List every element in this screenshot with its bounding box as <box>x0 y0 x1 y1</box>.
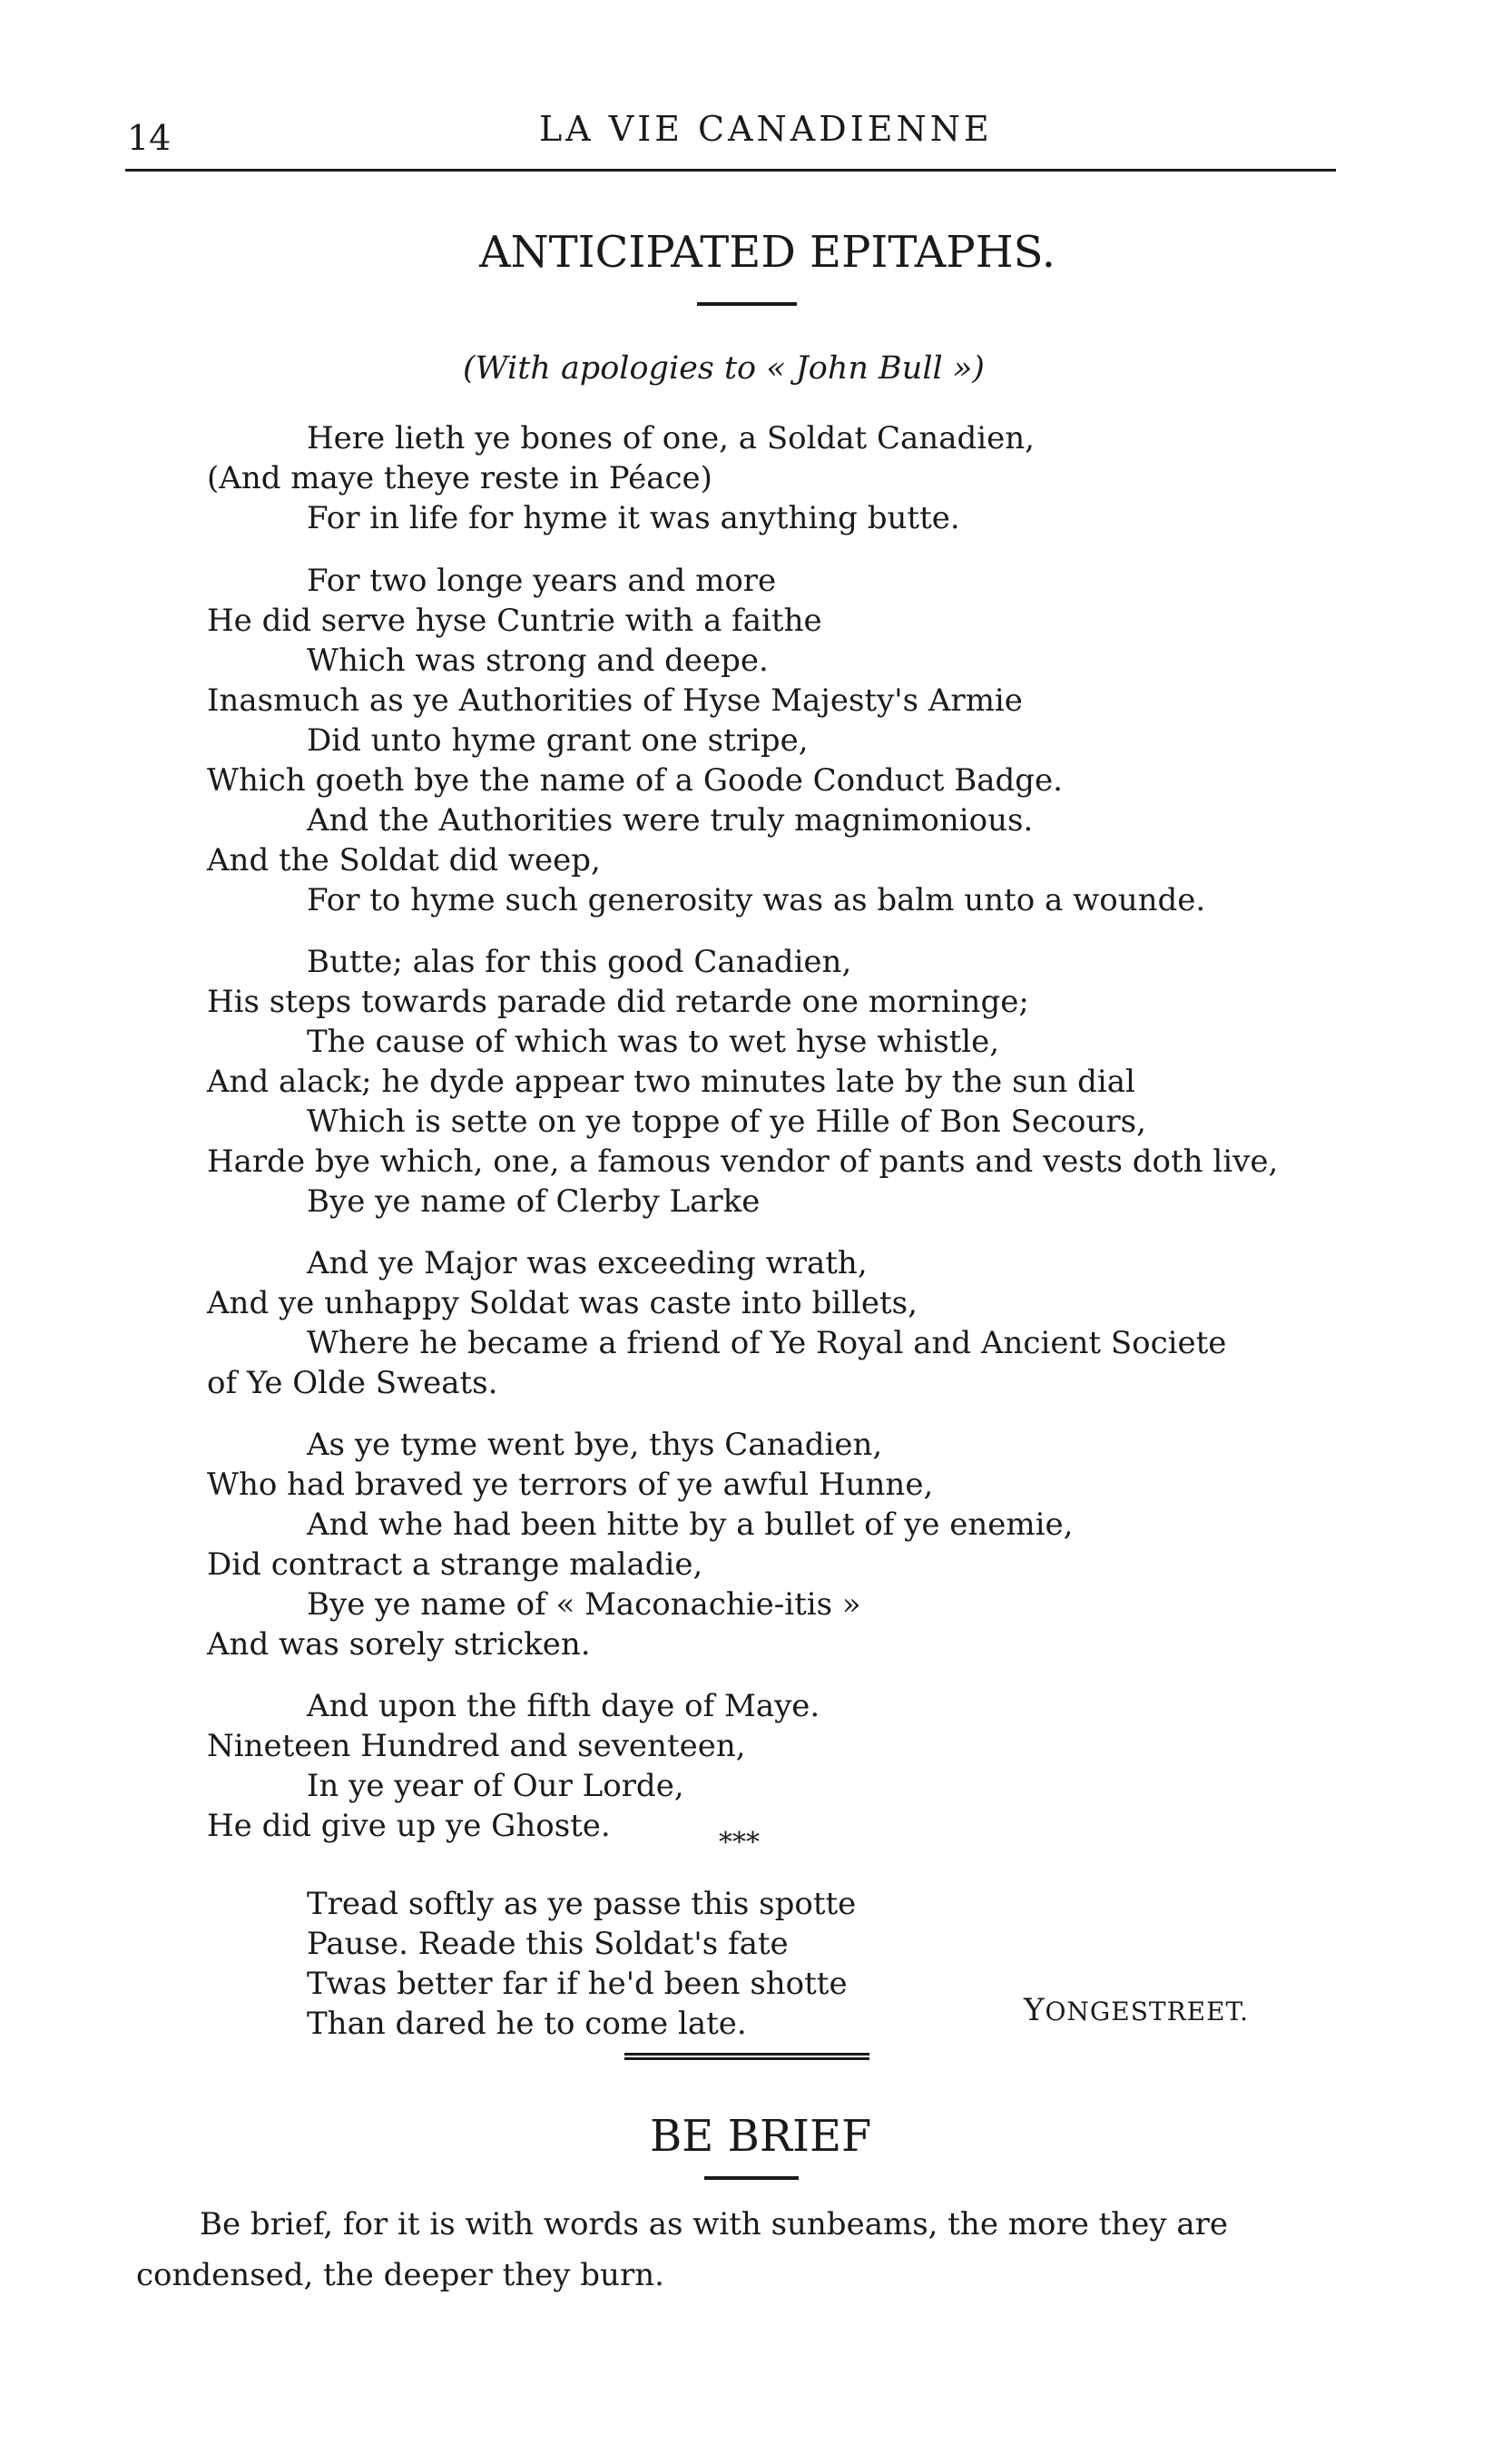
poem-line: Nineteen Hundred and seventeen, <box>207 1728 746 1764</box>
article-title: ANTICIPATED EPITAPHS. <box>479 227 1055 278</box>
article-title: BE BRIEF <box>650 2111 872 2162</box>
poem-line: (And maye theye reste in Péace) <box>207 460 712 496</box>
header-rule <box>125 169 1336 172</box>
poem-line: And the Authorities were truly magnimonious. <box>307 802 1034 839</box>
title-rule <box>697 302 797 306</box>
poem-line: As ye tyme went bye, thys Canadien, <box>307 1427 883 1463</box>
poem-line: Did contract a strange maladie, <box>207 1546 703 1583</box>
signature-rest: ONGESTREET. <box>1045 1997 1249 2026</box>
poem-line: He did serve hyse Cuntrie with a faithe <box>207 603 822 639</box>
article-subtitle: (With apologies to « John Bull ») <box>463 350 985 387</box>
poem-line: Which was strong and deepe. <box>307 643 769 679</box>
poem-line: For two longe years and more <box>307 563 777 599</box>
poem-line: of Ye Olde Sweats. <box>207 1365 498 1401</box>
poem-line: And upon the fifth daye of Maye. <box>307 1688 820 1724</box>
poem-line: Butte; alas for this good Canadien, <box>307 944 852 980</box>
poem-line: Where he became a friend of Ye Royal and Ancient Societe <box>307 1325 1227 1361</box>
poem-line: He did give up ye Ghoste. <box>207 1808 611 1844</box>
poem-line: Bye ye name of « Maconachie-itis » <box>307 1586 861 1623</box>
poem-line: Who had braved ye terrors of ye awful Hunne, <box>207 1467 934 1503</box>
asterism: *** <box>719 1827 760 1859</box>
article-body: Be brief, for it is with words as with sunbeams, the more they are condensed, the deeper they burn. <box>136 2206 1228 2293</box>
page-number: 14 <box>127 118 172 158</box>
section-divider <box>624 2053 869 2060</box>
poem-line: Inasmuch as ye Authorities of Hyse Majesty's Armie <box>207 682 1023 719</box>
poem-line: Which is sette on ye toppe of ye Hille of Bon Secours, <box>307 1104 1146 1140</box>
poem-line: And alack; he dyde appear two minutes late by the sun dial <box>207 1064 1135 1100</box>
poem-line: For in life for hyme it was anything butte. <box>307 500 960 536</box>
title-rule <box>704 2176 799 2180</box>
poem-line: Which goeth bye the name of a Goode Conduct Badge. <box>207 762 1063 799</box>
poem-line: Tread softly as ye passe this spotte <box>307 1886 857 1922</box>
signature-initial: Y <box>1024 1992 1046 2028</box>
poem-line: In ye year of Our Lorde, <box>307 1768 684 1804</box>
poem-line: Twas better far if he'd been shotte <box>307 1966 848 2002</box>
poem-line: The cause of which was to wet hyse whistle, <box>307 1024 1000 1060</box>
poem-line: Pause. Reade this Soldat's fate <box>307 1926 789 1962</box>
poem-line: Here lieth ye bones of one, a Soldat Canadien, <box>307 420 1035 456</box>
poem-line: For to hyme such generosity was as balm unto a wounde. <box>307 882 1206 918</box>
poem-line: Bye ye name of Clerby Larke <box>307 1183 761 1220</box>
poem-line: Than dared he to come late. <box>307 2006 747 2042</box>
poem-line: And the Soldat did weep, <box>207 842 601 878</box>
poem-line: And ye unhappy Soldat was caste into billets, <box>207 1285 918 1321</box>
poem-line: And ye Major was exceeding wrath, <box>307 1245 868 1281</box>
poem-line: And was sorely stricken. <box>207 1626 591 1663</box>
poem-line: And whe had been hitte by a bullet of ye enemie, <box>307 1506 1074 1543</box>
running-head: LA VIE CANADIENNE <box>539 109 993 149</box>
poem-line: Did unto hyme grant one stripe, <box>307 722 809 759</box>
poem-line: His steps towards parade did retarde one morninge; <box>207 984 1029 1020</box>
poem-line: Harde bye which, one, a famous vendor of pants and vests doth live, <box>207 1143 1279 1180</box>
author-signature <box>1024 1992 1249 2028</box>
